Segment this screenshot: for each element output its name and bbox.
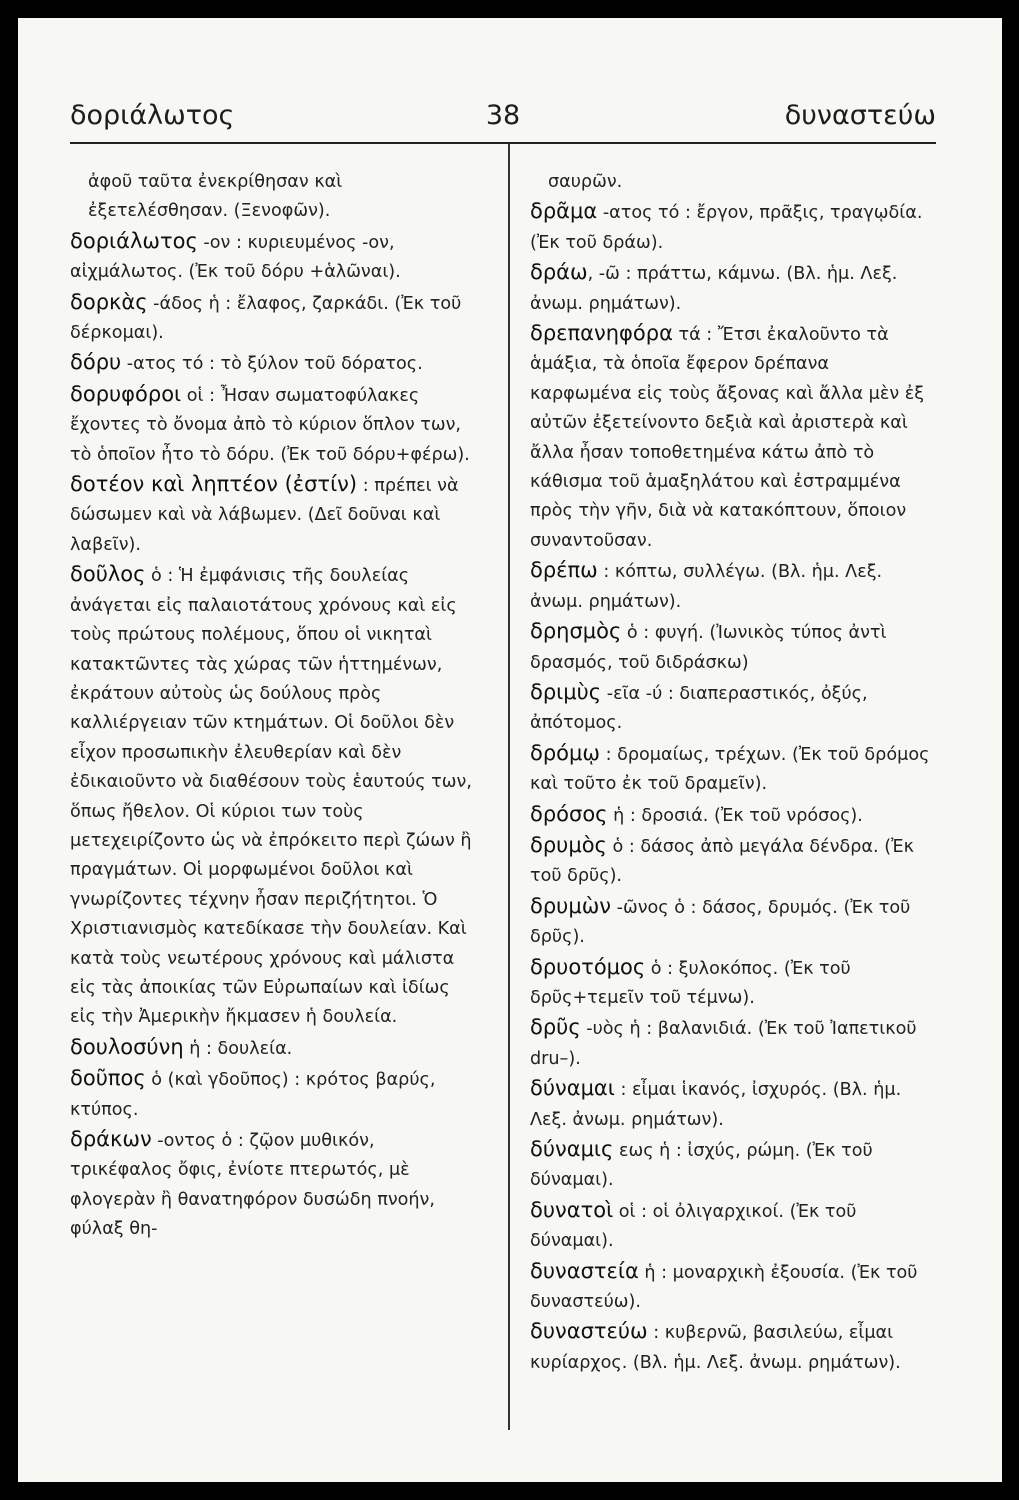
entry-headword: δρεπανηφόρα (530, 321, 673, 346)
dictionary-entry (530, 953, 936, 1014)
dictionary-entry (530, 1013, 936, 1074)
entry-headword: δοῦλος (70, 562, 146, 587)
entry-definition: ἡ : δροσιά. (Ἐκ τοῦ νρόσος). (607, 805, 863, 826)
dictionary-entry (70, 348, 480, 379)
entry-definition: τά : Ἔτσι ἐκαλοῦντο τὰ ἁμάξια, τὰ ὁποῖα ἔφερον δρέπανα καρφωμένα εἰς τοὺς ἄξονας καὶ ἄλλα μὲν ἐξ αὐτῶν ἐξετείνοντο δεξιὰ καὶ ἀριστερὰ καὶ ἄλλα ἦσαν τοποθετημένα κάτω ἀπὸ τὸ κάθισμα τοῦ ἁμαξηλάτου καὶ ἐστραμμένα πρὸς τὴν γῆν, διὰ νὰ κατακόπτουν, ὅποιον συναντοῦσαν. (530, 325, 925, 551)
entry-definition: ἡ : δουλεία. (183, 1038, 293, 1059)
entry-definition: -ατος τό : ἔργον, πρᾶξις, τραγῳδία. (Ἐκ τοῦ δράω). (530, 203, 923, 253)
entry-headword: δοριάλωτος (70, 228, 198, 253)
dictionary-entry (530, 892, 936, 953)
entry-definition: εως ἡ : ἰσχύς, ρώμη. (Ἐκ τοῦ δύναμαι). (530, 1141, 873, 1191)
dictionary-entry (70, 1033, 480, 1064)
dictionary-entry (530, 678, 936, 739)
dictionary-entry (530, 800, 936, 831)
entry-definition: ὁ : δάσος ἀπὸ μεγάλα δένδρα. (Ἐκ τοῦ δρῦς). (530, 836, 914, 887)
entry-definition: , -ῶ : πράττω, κάμνω. (Βλ. ἡμ. Λεξ. ἀνωμ. ρημάτων). (530, 264, 898, 314)
entry-headword: δυναστεύω (530, 1319, 648, 1344)
entry-definition: -ῶνος ὁ : δάσος, δρυμός. (Ἐκ τοῦ δρῦς). (530, 897, 911, 948)
dictionary-entry (530, 1135, 936, 1196)
entry-headword: δρέπω (530, 558, 598, 583)
entry-headword: δύναμαι (530, 1076, 615, 1101)
entry-definition: : κυβερνῶ, βασιλεύω, εἶμαι κυρίαρχος. (Βλ. ἡμ. Λεξ. ἀνωμ. ρημάτων). (530, 1323, 901, 1373)
entry-headword: δρυοτόμος (530, 954, 646, 979)
dictionary-entry (70, 1125, 480, 1245)
column-divider (508, 144, 510, 1430)
page-number: 38 (485, 100, 521, 131)
entry-definition: -ον : κυριευμένος -ον, αἰχμάλωτος. (Ἐκ τοῦ δόρυ +ἁλῶναι). (70, 232, 401, 283)
dictionary-entry (530, 1317, 936, 1378)
dictionary-entry (530, 831, 936, 892)
dictionary-entry (70, 168, 480, 227)
entry-headword: δόρυ (70, 350, 122, 375)
dictionary-entry (70, 560, 480, 1033)
entry-definition: ἀφοῦ ταῦτα ἐνεκρίθησαν καὶ ἐξετελέσθησαν. (Ξενοφῶν). (88, 172, 343, 222)
entry-definition: οἱ : Ἦσαν σωματοφύλακες ἔχοντες τὸ ὄνομα ἀπὸ τὸ κύριον ὅπλον των, τὸ ὁποῖον ἦτο τὸ δόρυ. (Ἐκ τοῦ δόρυ+φέρω). (70, 385, 470, 465)
dictionary-entry (530, 1196, 936, 1257)
dictionary-entry (530, 168, 936, 197)
dictionary-entry (530, 1074, 936, 1135)
left-column (70, 168, 480, 1245)
entry-headword: δοτέον καὶ ληπτέον (ἐστίν) (70, 472, 358, 497)
dictionary-page (18, 18, 1002, 1482)
dictionary-entry (530, 258, 936, 319)
entry-headword: δράκων (70, 1127, 152, 1151)
entry-headword: δυναστεία (530, 1258, 639, 1283)
dictionary-entry (70, 470, 480, 560)
entry-definition: ὁ (καὶ γδοῦπος) : κρότος βαρύς, κτύπος. (70, 1070, 436, 1120)
entry-headword: δρυμὼν (530, 893, 612, 918)
entry-definition: -ατος τό : τὸ ξύλον τοῦ δόρατος. (121, 354, 423, 375)
entry-headword: δρᾶμα (530, 199, 598, 224)
dictionary-entry (530, 556, 936, 617)
entry-headword: δορυφόροι (70, 381, 182, 406)
entry-definition: : πρέπει νὰ δώσωμεν καὶ νὰ λάβωμεν. (Δεῖ δοῦναι καὶ λαβεῖν). (70, 476, 459, 555)
dictionary-entry (70, 288, 480, 349)
entry-definition: -υὸς ἡ : βαλανιδιά. (Ἐκ τοῦ Ἰαπετικοῦ dru–). (530, 1019, 917, 1069)
right-column (530, 168, 936, 1378)
header-left-headword: δοριάλωτος (70, 100, 235, 131)
entry-definition: ὁ : ξυλοκόπος. (Ἐκ τοῦ δρῦς+τεμεῖν τοῦ τέμνω). (530, 958, 851, 1008)
entry-headword: δοῦπος (70, 1066, 146, 1091)
entry-definition: σαυρῶν. (548, 172, 623, 192)
entry-headword: δουλοσύνη (70, 1034, 184, 1059)
entry-headword: δρησμὸς (530, 619, 622, 644)
entry-definition: : δρομαίως, τρέχων. (Ἐκ τοῦ δρόμος καὶ τοῦτο ἐκ τοῦ δραμεῖν). (530, 744, 930, 795)
entry-definition: -εῖα -ύ : διαπεραστικός, ὀξύς, ἀπότομος. (530, 683, 868, 734)
entry-definition: : κόπτω, συλλέγω. (Βλ. ἡμ. Λεξ. ἀνωμ. ρημάτων). (530, 562, 883, 612)
entry-headword: δρόσος (530, 801, 608, 826)
entry-definition: ὁ : φυγή. (Ἰωνικὸς τύπος ἀντὶ δρασμός, τοῦ διδράσκω) (530, 623, 887, 673)
entry-definition: : εἶμαι ἱκανός, ἰσχυρός. (Βλ. ἡμ. Λεξ. ἀνωμ. ρημάτων). (530, 1080, 902, 1130)
entry-definition: ἡ : μοναρχικὴ ἐξουσία. (Ἐκ τοῦ δυναστεύω). (530, 1262, 918, 1313)
entry-headword: δριμὺς (530, 679, 602, 704)
dictionary-entry (70, 227, 480, 288)
page-header (70, 90, 936, 144)
entry-headword: δράω (530, 260, 588, 285)
dictionary-entry (530, 617, 936, 678)
header-right-headword: δυναστεύω (784, 100, 936, 131)
dictionary-entry (530, 319, 936, 556)
dictionary-entry (70, 380, 480, 470)
dictionary-entry (70, 1064, 480, 1125)
entry-headword: δυνατοὶ (530, 1197, 614, 1222)
entry-headword: δύναμις (530, 1137, 614, 1161)
entry-headword: δρῦς (530, 1015, 581, 1040)
entry-headword: δορκὰς (70, 289, 148, 314)
entry-definition: ὁ : Ἡ ἐμφάνισις τῆς δουλείας ἀνάγεται εἰς παλαιοτάτους χρόνους καὶ εἰς τοὺς πρώτους πολέμους, ὅπου οἱ νικηταὶ κατακτῶντες τὰς χώρας τῶν ἡττημένων, ἐκράτουν αὐτοὺς ὡς δούλους πρὸς καλλιέργειαν τῶν κτημάτων. Οἱ δοῦλοι δὲν εἶχον προσωπικὴν ἐλευθερίαν καὶ δὲν ἐδικαιοῦντο νὰ διαθέσουν τοὺς ἑαυτούς των, ὅπως ἤθελον. Οἱ κύριοι των τοὺς μετεχειρίζοντο ὡς νὰ ἐπρόκειτο περὶ ζώων ἢ πραγμάτων. Οἱ μορφωμένοι δοῦλοι καὶ γνωρίζοντες τέχνην ἦσαν περιζήτητοι. Ὁ Χριστιανισμὸς κατεδίκασε τὴν δουλείαν. Καὶ κατὰ τοὺς νεωτέρους χρόνους καὶ μάλιστα εἰς τὰς ἀποικίας τῶν Εὐρωπαίων καὶ ἰδίως εἰς τὴν Ἀμερικὴν ἤκμασεν ἡ δουλεία. (70, 566, 472, 1028)
dictionary-entry (530, 739, 936, 800)
entry-headword: δρόμῳ (530, 740, 600, 765)
entry-definition: -άδος ἡ : ἔλαφος, ζαρκάδι. (Ἐκ τοῦ δέρκομαι). (70, 293, 462, 344)
dictionary-entry (530, 197, 936, 258)
entry-definition: οἱ : οἱ ὀλιγαρχικοί. (Ἐκ τοῦ δύναμαι). (530, 1201, 857, 1252)
entry-definition: -οντος ὁ : ζῷον μυθικόν, τρικέφαλος ὄφις, ἐνίοτε πτερωτός, μὲ φλογερὰν ἢ θανατηφόρον δυσώδη πνοήν, φύλαξ θη- (70, 1131, 435, 1240)
entry-headword: δρυμὸς (530, 832, 607, 857)
dictionary-entry (530, 1257, 936, 1318)
